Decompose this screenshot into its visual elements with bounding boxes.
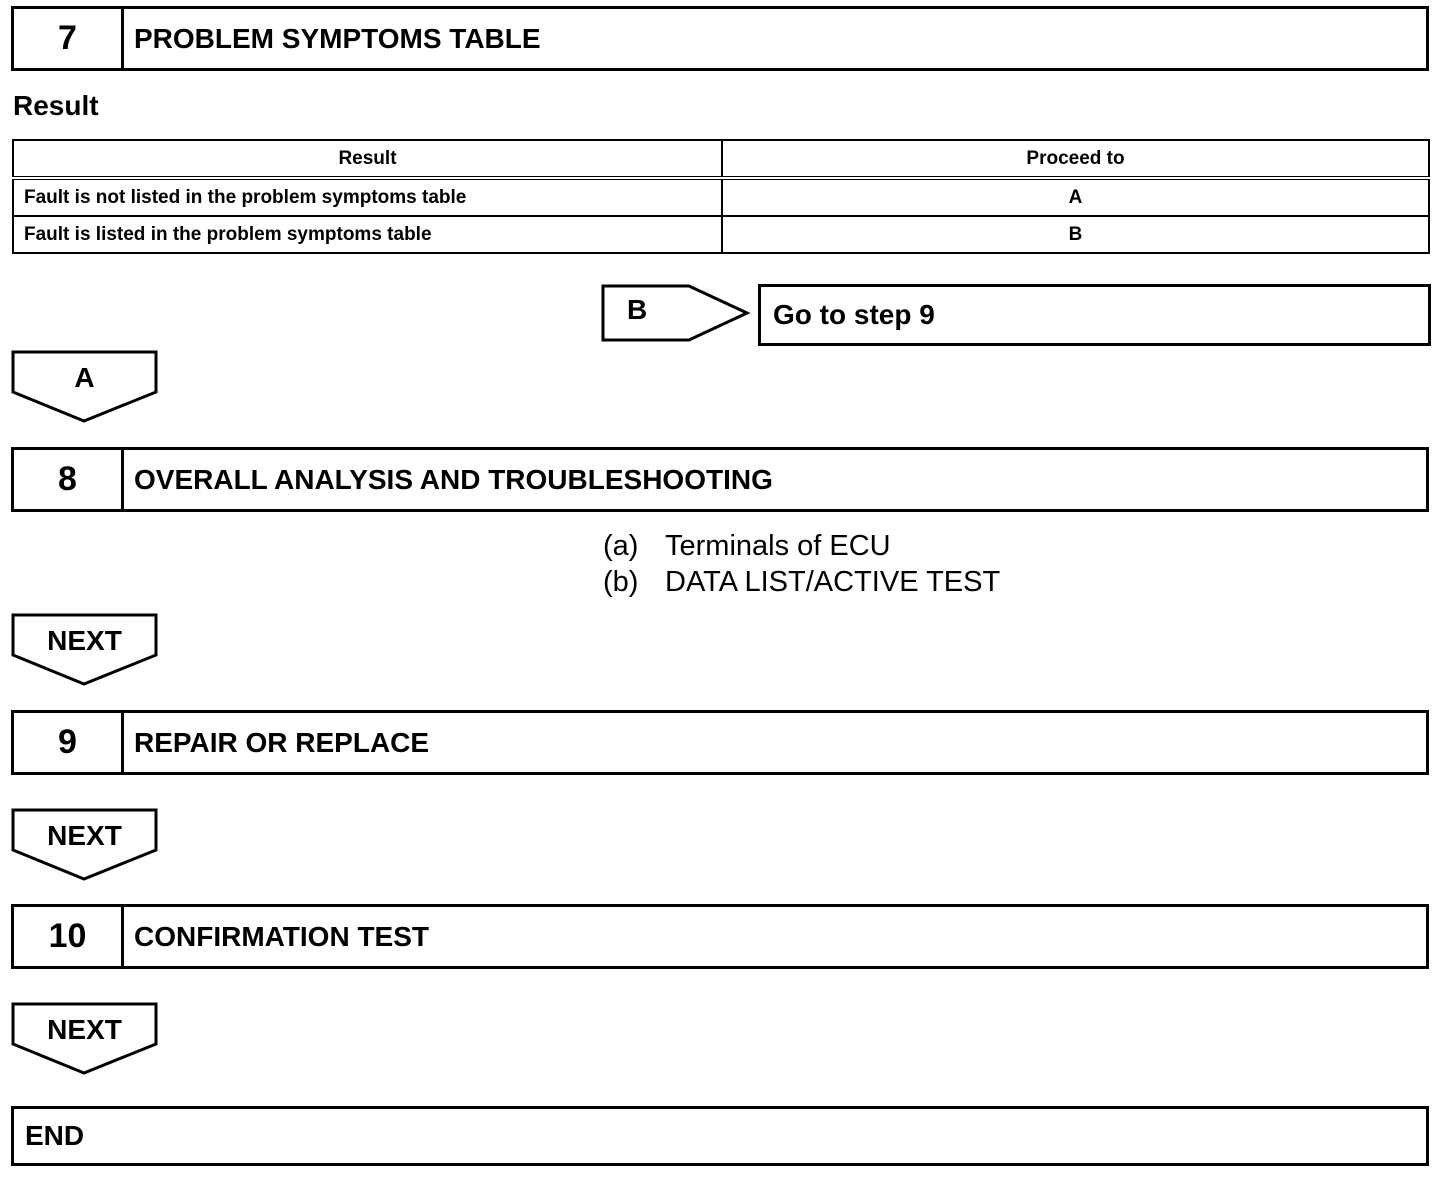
branch-b-arrow[interactable] bbox=[601, 284, 753, 342]
list-item bbox=[603, 528, 1000, 564]
table-row bbox=[13, 178, 1429, 216]
next-arrow[interactable] bbox=[11, 808, 158, 881]
result-table bbox=[12, 139, 1430, 254]
branch-a-label: A bbox=[74, 362, 95, 393]
step-number: 10 bbox=[14, 907, 124, 966]
result-cell: Fault is not listed in the problem symptoms table bbox=[13, 178, 722, 216]
item-text: Terminals of ECU bbox=[665, 530, 891, 562]
list-item bbox=[603, 564, 1000, 600]
goto-step-9-box[interactable]: Go to step 9 bbox=[758, 284, 1431, 346]
step-10-header bbox=[11, 904, 1429, 969]
item-marker: (a) bbox=[603, 530, 639, 562]
step-number: 8 bbox=[14, 450, 124, 509]
arrow-right-icon bbox=[601, 284, 753, 342]
step-title: REPAIR OR REPLACE bbox=[134, 726, 430, 758]
step-9-header bbox=[11, 710, 1429, 775]
step-8-header bbox=[11, 447, 1429, 512]
column-header-proceed-to: Proceed to bbox=[722, 140, 1429, 178]
step-title: CONFIRMATION TEST bbox=[134, 920, 430, 952]
step-7-header bbox=[11, 6, 1429, 71]
end-box: END bbox=[11, 1106, 1429, 1166]
next-arrow[interactable] bbox=[11, 1002, 158, 1075]
item-text: DATA LIST/ACTIVE TEST bbox=[665, 566, 1001, 598]
step-title: PROBLEM SYMPTOMS TABLE bbox=[134, 22, 541, 54]
item-marker: (b) bbox=[603, 566, 639, 598]
result-heading: Result bbox=[13, 90, 99, 121]
column-header-result: Result bbox=[13, 140, 722, 178]
next-label: NEXT bbox=[47, 820, 122, 851]
proceed-cell: A bbox=[722, 178, 1429, 216]
step-number: 9 bbox=[14, 713, 124, 772]
next-arrow[interactable] bbox=[11, 613, 158, 686]
branch-a-arrow[interactable] bbox=[11, 350, 158, 423]
table-row bbox=[13, 216, 1429, 253]
result-cell: Fault is listed in the problem symptoms table bbox=[13, 216, 722, 253]
proceed-cell: B bbox=[722, 216, 1429, 253]
next-label: NEXT bbox=[47, 1014, 122, 1045]
step-8-items bbox=[603, 528, 1000, 600]
branch-b-label: B bbox=[627, 294, 648, 325]
step-number: 7 bbox=[14, 9, 124, 68]
step-title: OVERALL ANALYSIS AND TROUBLESHOOTING bbox=[134, 463, 773, 495]
table-header-row bbox=[13, 140, 1429, 178]
next-label: NEXT bbox=[47, 625, 122, 656]
